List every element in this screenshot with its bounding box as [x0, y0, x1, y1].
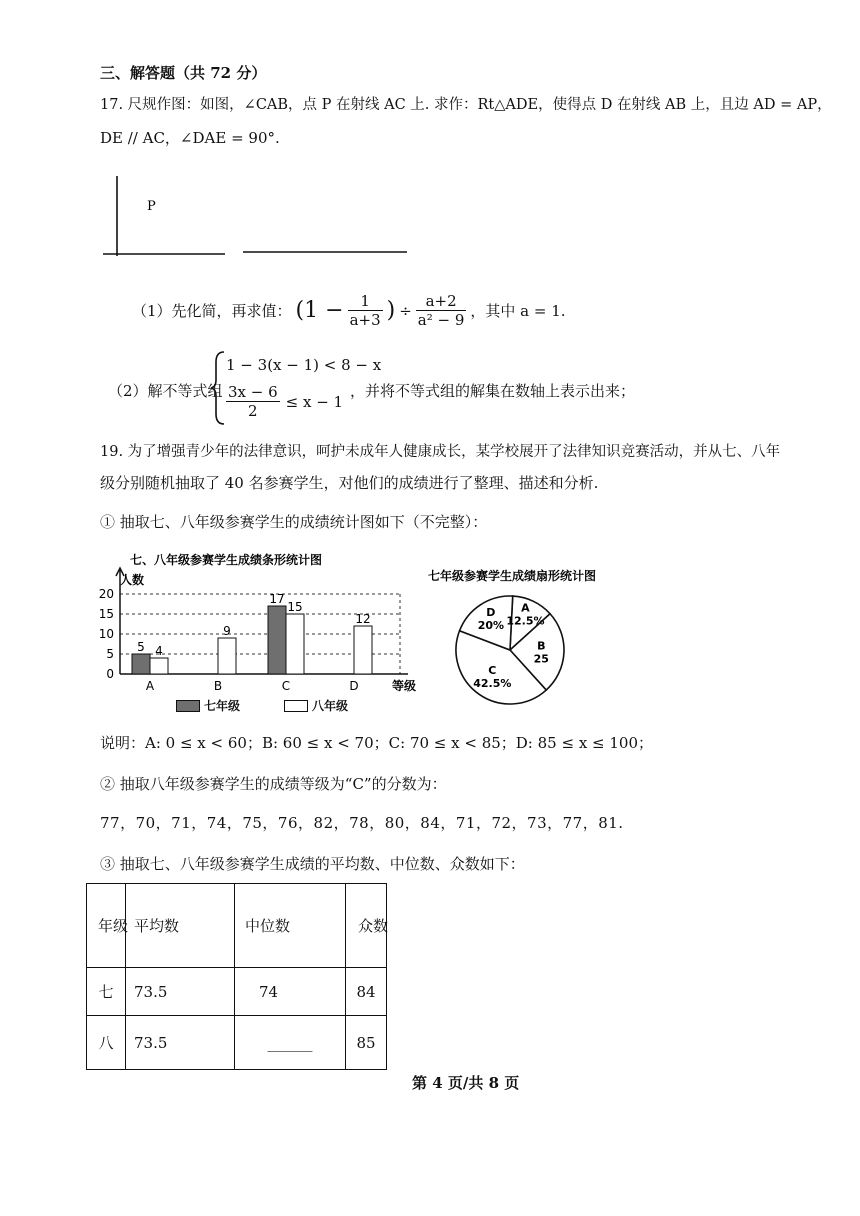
legend-item-grade8 — [284, 697, 348, 714]
bar — [354, 626, 372, 674]
cell-grade: 八 — [87, 1016, 126, 1070]
th-mean: 平均数 — [126, 884, 235, 968]
q19-item2: ② 抽取八年级参赛学生的成绩等级为“C”的分数为： — [100, 775, 447, 793]
q19-item1: ① 抽取七、八年级参赛学生的成绩统计图如下（不完整）： — [100, 513, 488, 531]
q18-ineq2 — [226, 383, 343, 420]
page-footer: 第 4 页/共 8 页 — [412, 1074, 520, 1092]
cell-mode: 85 — [346, 1016, 387, 1070]
cell-mean: 73.5 — [126, 1016, 235, 1070]
q18-frac1 — [348, 292, 383, 329]
table-header-row — [87, 884, 387, 968]
legend-label-grade7: 七年级 — [204, 699, 241, 713]
pie-chart — [420, 566, 630, 714]
th-median: 中位数 — [235, 884, 346, 968]
q18-part2-prefix: （2）解不等式组 — [108, 382, 223, 400]
th-grade: 年级 — [87, 884, 126, 968]
bar-data-label: 9 — [223, 624, 231, 638]
y-tick-label: 10 — [98, 627, 114, 641]
pie-slice-label: D — [486, 605, 496, 619]
q18-open-paren: (1 − — [295, 298, 344, 323]
q19-line2: 级分别随机抽取了 40 名参赛学生，对他们的成绩进行了整理、描述和分析. — [100, 474, 599, 492]
bar-data-label: 5 — [137, 640, 145, 654]
pie-slice-label: A — [521, 601, 530, 615]
q18-frac1-den: a+3 — [349, 311, 381, 329]
q18-part1-prefix: （1）先化简，再求值： — [132, 302, 292, 320]
cell-median: 74 — [235, 968, 346, 1016]
q19-item3: ③ 抽取七、八年级参赛学生成绩的平均数、中位数、众数如下： — [100, 855, 525, 873]
q18-part1 — [132, 292, 566, 329]
q18-frac1-num: 1 — [348, 292, 383, 311]
bar-chart — [90, 548, 430, 718]
x-tick-label: C — [281, 679, 291, 693]
legend-item-grade7 — [176, 697, 240, 714]
pie-slice-value: 20% — [477, 618, 505, 632]
y-tick-label: 20 — [98, 587, 114, 601]
y-tick-label: 0 — [106, 667, 114, 681]
cell-mean: 73.5 — [126, 968, 235, 1016]
q18-ineq2-rest: ≤ x − 1 — [285, 392, 344, 411]
bar — [218, 638, 236, 674]
bar-data-label: 15 — [287, 600, 303, 614]
bar — [132, 654, 150, 674]
bar-chart-ylabel: 人数 — [120, 573, 145, 587]
point-p-label: P — [147, 199, 156, 214]
q19-line1: 19. 为了增强青少年的法律意识，呵护未成年人健康成长，某学校展开了法律知识竞赛活动，并从七、八年 — [100, 444, 781, 460]
x-tick-label: B — [213, 679, 223, 693]
angle-figure — [95, 168, 415, 268]
bar-data-label: 12 — [355, 612, 371, 626]
cell-grade: 七 — [87, 968, 126, 1016]
table-row — [87, 1016, 387, 1070]
pie-chart-title: 七年级参赛学生成绩扇形统计图 — [428, 569, 597, 583]
q18-frac2 — [416, 292, 467, 329]
q18-part1-suffix: ，其中 a = 1. — [470, 302, 566, 320]
x-tick-label: D — [349, 679, 359, 693]
q18-close-paren: ) — [386, 298, 396, 323]
pie-slice-label: C — [488, 663, 497, 677]
legend-label-grade8: 八年级 — [312, 699, 349, 713]
bar-legend — [176, 697, 348, 714]
q18-ineq1: 1 − 3(x − 1) < 8 − x — [226, 356, 382, 374]
q18-ineq2-frac — [226, 383, 280, 420]
x-tick-label: A — [145, 679, 155, 693]
section-title: 三、解答题（共 72 分） — [100, 64, 267, 82]
system-brace — [210, 350, 226, 426]
th-mode: 众数 — [346, 884, 387, 968]
q17-line2: DE // AC，∠DAE = 90°. — [100, 129, 280, 147]
q18-frac2-den: a² − 9 — [417, 311, 465, 329]
y-tick-label: 5 — [106, 647, 114, 661]
pie-slice-value: 12.5% — [506, 614, 545, 628]
bar — [150, 658, 168, 674]
bar — [286, 614, 304, 674]
pie-slice-label: B — [537, 639, 546, 653]
bar — [268, 606, 286, 674]
cell-mode: 84 — [346, 968, 387, 1016]
table-row — [87, 968, 387, 1016]
q18-div-sign: ÷ — [399, 301, 412, 320]
legend-swatch-grade7 — [176, 700, 200, 712]
stats-table — [86, 883, 387, 1070]
legend-swatch-grade8 — [284, 700, 308, 712]
bar-chart-xlabel: 等级 — [392, 679, 417, 693]
q18-part2-suffix: ，并将不等式组的解集在数轴上表示出来； — [350, 382, 636, 400]
grade-note: 说明：A: 0 ≤ x < 60；B: 60 ≤ x < 70；C: 70 ≤ x < 85；D: 85 ≤ x ≤ 100； — [100, 734, 654, 752]
q18-frac2-num: a+2 — [416, 292, 467, 311]
bar-data-label: 17 — [269, 592, 285, 606]
bar-chart-title: 七、八年级参赛学生成绩条形统计图 — [130, 553, 323, 567]
pie-slice-value: 42.5% — [473, 676, 512, 690]
q17-line1: 17. 尺规作图：如图，∠CAB，点 P 在射线 AC 上. 求作：Rt△ADE，使得点 D 在射线 AB 上，且边 AD = AP， — [100, 97, 832, 113]
q18-ineq2-num: 3x − 6 — [228, 383, 278, 401]
q18-ineq2-den: 2 — [248, 402, 258, 420]
cell-median-blank[interactable]: ______ — [235, 1016, 346, 1070]
c-scores: 77，70，71，74，75，76，82，78，80，84，71，72，73，77，81. — [100, 814, 624, 832]
pie-slice-value: 25 — [533, 652, 549, 666]
bar-data-label: 4 — [155, 644, 163, 658]
y-tick-label: 15 — [98, 607, 114, 621]
